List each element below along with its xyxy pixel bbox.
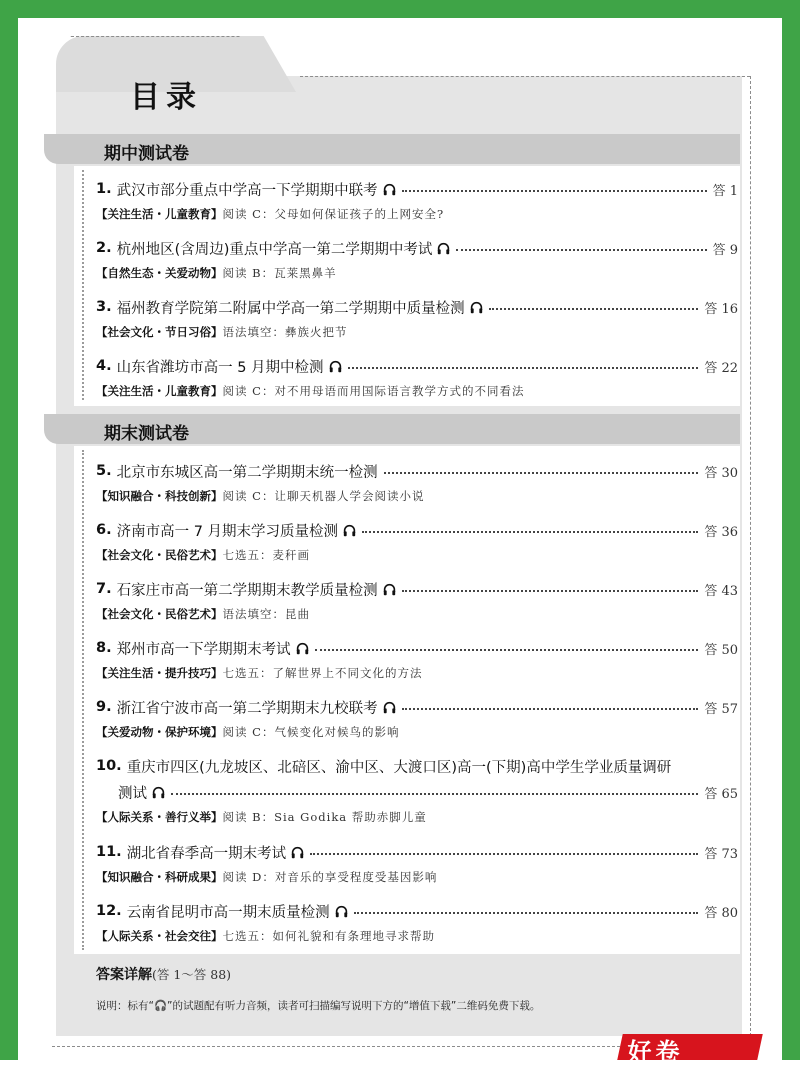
leader-dots [362,531,698,533]
topic-desc: 阅读 C：让聊天机器人学会阅读小说 [222,489,425,503]
topic-desc: 阅读 C：父母如何保证孩子的上网安全? [222,207,445,221]
toc-entry[interactable] [96,296,738,340]
topic-desc: 语法填空：昆曲 [222,607,310,621]
entry-number: 4. [96,358,112,374]
leader-dots [310,853,698,855]
entry-number: 5. [96,463,112,479]
section-title: 期末测试卷 [104,424,189,444]
green-frame-top [0,0,800,18]
topic-tag: 【知识融合・科研成果】 [96,870,223,884]
green-frame-left [0,0,18,1060]
footnote: 说明：标有“🎧”的试题配有听力音频，读者可扫描编写说明下方的“增值下载”二维码免费下载。 [96,1000,541,1012]
page-title: 目录 [130,80,202,115]
topic-tag: 【社会文化・民俗艺术】 [96,607,223,621]
headphone-icon [152,786,165,799]
entry-number: 6. [96,522,112,538]
toc-entry[interactable] [96,355,738,399]
headphone-icon [383,701,396,714]
dotted-rail [82,450,84,950]
leader-dots [354,912,699,914]
entry-title-cont: 测试 [118,785,147,802]
leader-dots [315,649,699,651]
page-ref: 答 1 [712,183,738,199]
toc-entry[interactable] [96,841,738,885]
entry-title: 湖北省春季高一期末考试 [126,845,287,862]
entry-number: 7. [96,581,112,597]
page-ref: 答 50 [704,642,738,658]
entry-title: 杭州地区(含周边)重点中学高一第二学期期中考试 [116,241,433,258]
entry-number: 10. [96,758,122,774]
dashed-border-right [750,76,751,1046]
dashed-border-upper [300,76,750,77]
page-ref: 答 57 [704,701,738,717]
page-ref: 答 36 [704,524,738,540]
page-ref: 答 22 [704,360,738,376]
entry-subline [96,869,738,885]
entry-number: 3. [96,299,112,315]
toc-entry[interactable] [96,900,738,944]
topic-desc: 七选五：如何礼貌和有条理地寻求帮助 [222,929,435,943]
page-ref: 答 9 [712,242,738,258]
section-header-midterm [44,134,740,164]
topic-desc: 阅读 C：对不用母语而用国际语言教学方式的不同看法 [222,384,525,398]
topic-desc: 阅读 C：气候变化对候鸟的影响 [222,725,400,739]
toc-entry[interactable] [96,237,738,281]
topic-desc: 七选五：了解世界上不同文化的方法 [222,666,423,680]
topic-tag: 【社会文化・节日习俗】 [96,325,223,339]
topic-tag: 【人际关系・善行义举】 [96,810,223,824]
page-ref: 答 43 [704,583,738,599]
leader-dots [348,367,699,369]
topic-desc: 语法填空：彝族火把节 [222,325,348,339]
entry-subline [96,606,738,622]
topic-tag: 【知识融合・科技创新】 [96,489,223,503]
topic-tag: 【关注生活・提升技巧】 [96,666,223,680]
leader-dots [402,190,707,192]
headphone-icon [296,642,309,655]
entry-subline [96,488,738,504]
entry-title: 济南市高一 7 月期末学习质量检测 [116,523,339,540]
entry-title: 郑州市高一下学期期末考试 [116,641,291,658]
entry-title: 重庆市四区(九龙坡区、北碚区、渝中区、大渡口区)高一(下期)高中学生学业质量调研 [126,759,672,776]
brand-stamp-text: 好卷 [627,1038,684,1066]
entry-title: 浙江省宁波市高一第二学期期末九校联考 [116,700,378,717]
headphone-icon [343,524,356,537]
entry-title: 云南省昆明市高一期末质量检测 [126,904,330,921]
entry-subline [96,928,738,944]
entry-number: 12. [96,903,122,919]
dotted-rail [82,170,84,400]
topic-desc: 阅读 D：对音乐的享受程度受基因影响 [222,870,438,884]
topic-tag: 【自然生态・关爱动物】 [96,266,223,280]
answer-key-range: (答 1～答 88) [152,967,232,982]
page-ref: 答 73 [704,846,738,862]
entry-subline [96,383,738,399]
headphone-icon [335,905,348,918]
entry-number: 11. [96,844,122,860]
toc-entry[interactable] [96,460,738,504]
page-ref: 答 30 [704,465,738,481]
leader-dots [489,308,699,310]
topic-tag: 【社会文化・民俗艺术】 [96,548,223,562]
page-ref: 答 80 [704,905,738,921]
leader-dots [402,708,699,710]
topic-desc: 七选五：麦秆画 [222,548,310,562]
entry-title: 福州教育学院第二附属中学高一第二学期期中质量检测 [116,300,465,317]
headphone-icon [470,301,483,314]
entry-title: 山东省潍坊市高一 5 月期中检测 [116,359,324,376]
section-title: 期中测试卷 [104,144,189,164]
green-frame-right [782,0,800,1060]
headphone-icon [329,360,342,373]
entry-title: 北京市东城区高一第二学期期末统一检测 [116,464,378,481]
entry-number: 1. [96,181,112,197]
topic-tag: 【人际关系・社会交往】 [96,929,223,943]
entry-number: 8. [96,640,112,656]
page-ref: 答 16 [704,301,738,317]
toc-entry[interactable] [96,519,738,563]
entry-subline [96,265,738,281]
section-header-final [44,414,740,444]
entry-subline [96,547,738,563]
entry-title: 武汉市部分重点中学高一下学期期中联考 [116,182,378,199]
entry-title: 石家庄市高一第二学期期末教学质量检测 [116,582,378,599]
leader-dots [402,590,699,592]
page-ref: 答 65 [704,786,738,802]
headphone-icon [437,242,450,255]
topic-desc: 阅读 B：Sia Godika 帮助赤脚儿童 [222,810,427,824]
headphone-icon [291,846,304,859]
entry-subline [96,665,738,681]
leader-dots [456,249,706,251]
entry-subline [96,206,738,222]
headphone-icon [383,583,396,596]
entry-subline [96,809,738,825]
headphone-icon [383,183,396,196]
dashed-border-top [70,36,240,37]
toc-entry[interactable] [96,578,738,622]
answer-key-link[interactable] [96,964,231,984]
brand-stamp [617,1034,763,1066]
topic-tag: 【关注生活・儿童教育】 [96,207,223,221]
entry-subline [96,324,738,340]
toc-entry[interactable] [96,696,738,740]
toc-entry[interactable] [96,637,738,681]
toc-entry[interactable] [96,755,738,825]
topic-tag: 【关爱动物・保护环境】 [96,725,223,739]
topic-tag: 【关注生活・儿童教育】 [96,384,223,398]
entry-subline [96,724,738,740]
leader-dots [384,472,699,474]
leader-dots [171,793,698,795]
entry-number: 2. [96,240,112,256]
toc-entry[interactable] [96,178,738,222]
entry-number: 9. [96,699,112,715]
answer-key-label: 答案详解 [96,967,152,983]
topic-desc: 阅读 B：瓦莱黑鼻羊 [222,266,337,280]
